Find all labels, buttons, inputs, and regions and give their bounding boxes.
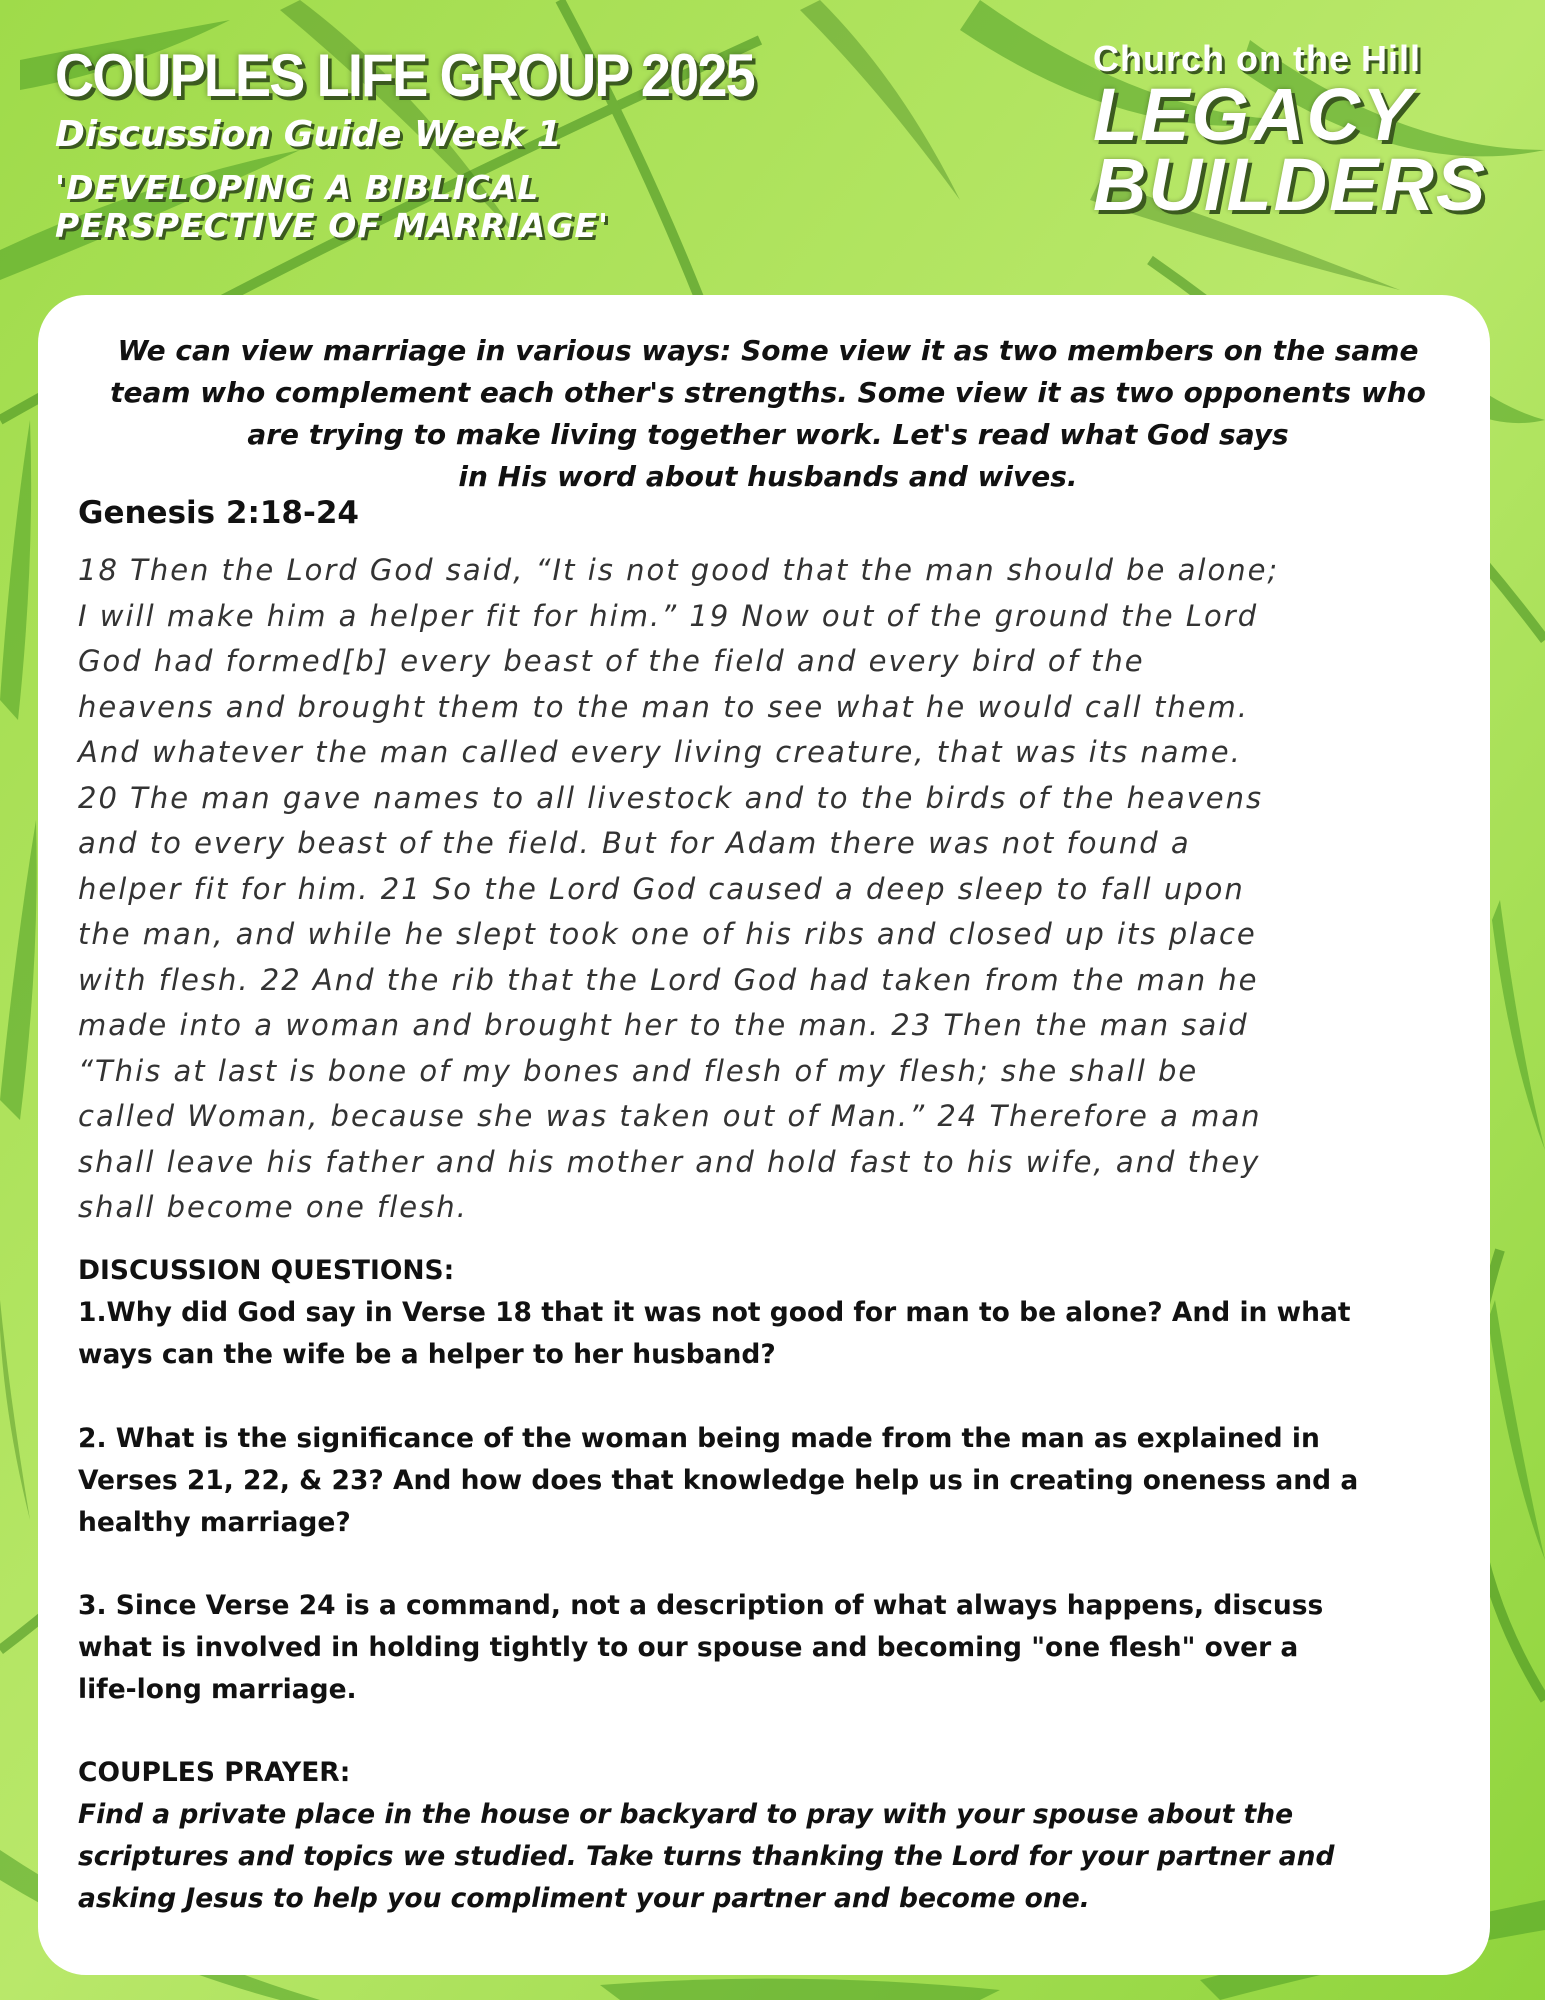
question-1-line: ways can the wife be a helper to her husband? — [78, 1339, 776, 1370]
scripture-line: helper fit for him. 21 So the Lord God caused a deep sleep to fall upon — [78, 871, 1245, 906]
scripture-line: made into a woman and brought her to the man. 23 Then the man said — [78, 1008, 1249, 1042]
prayer-line: Find a private place in the house or backyard to pray with your spouse about the — [78, 1799, 1294, 1830]
scripture-line: And whatever the man called every living creature, that was its name. — [78, 735, 1242, 769]
discussion-guide-subtitle: Discussion Guide Week 1 — [55, 114, 562, 155]
content-card — [38, 295, 1490, 1975]
week-theme-line: PERSPECTIVE OF MARRIAGE' — [55, 206, 610, 245]
series-name-line: LEGACY — [1093, 73, 1414, 156]
church-name: Church on the Hill — [1093, 38, 1421, 79]
series-logo — [1093, 38, 1513, 226]
scripture-line: 20 The man gave names to all livestock and to the birds of the heavens — [78, 780, 1264, 815]
question-2-line: 2. What is the significance of the woman being made from the man as explained in — [78, 1423, 1320, 1454]
week-theme-line: 'DEVELOPING A BIBLICAL — [55, 168, 540, 207]
scripture-line: shall leave his father and his mother and hold fast to his wife, and they — [78, 1144, 1261, 1179]
intro-line: We can view marriage in various ways: Some view it as two members on the same — [117, 334, 1419, 367]
intro-paragraph — [98, 330, 1438, 498]
prayer-line: asking Jesus to help you compliment your partner and become one. — [78, 1883, 1090, 1914]
scripture-passage — [78, 548, 1279, 1231]
main-title: COUPLES LIFE GROUP 2025 — [55, 42, 754, 109]
question-3-line: life-long marriage. — [78, 1674, 357, 1705]
question-1-line: 1.Why did God say in Verse 18 that it was not good for man to be alone? And in what — [78, 1297, 1351, 1328]
scripture-line: “This at last is bone of my bones and flesh of my flesh; she shall be — [78, 1053, 1199, 1088]
couples-prayer — [78, 1752, 1458, 1920]
scripture-reference: Genesis 2:18-24 — [78, 495, 359, 531]
question-3-line: 3. Since Verse 24 is a command, not a description of what always happens, discuss — [78, 1590, 1324, 1621]
question-2-line: Verses 21, 22, & 23? And how does that knowledge help us in creating oneness and a — [78, 1465, 1359, 1496]
question-2 — [78, 1418, 1458, 1544]
discussion-questions — [78, 1250, 1458, 1376]
series-name-line: BUILDERS — [1093, 143, 1488, 226]
question-3 — [78, 1585, 1458, 1711]
scripture-line: God had formed[b] every beast of the field and every bird of the — [78, 644, 1145, 678]
scripture-line: shall become one flesh. — [78, 1190, 468, 1224]
intro-line: team who complement each other's strengths. Some view it as two opponents who — [110, 376, 1426, 409]
intro-line: are trying to make living together work. Let's read what God says — [247, 418, 1289, 451]
scripture-line: and to every beast of the field. But for Adam there was not found a — [78, 826, 1191, 860]
prayer-heading: COUPLES PRAYER: — [78, 1757, 351, 1788]
scripture-line: with flesh. 22 And the rib that the Lord God had taken from the man he — [78, 962, 1259, 997]
question-2-line: healthy marriage? — [78, 1507, 351, 1538]
scripture-line: the man, and while he slept took one of his ribs and closed up its place — [78, 917, 1257, 951]
discussion-heading: DISCUSSION QUESTIONS: — [78, 1255, 455, 1286]
prayer-line: scriptures and topics we studied. Take turns thanking the Lord for your partner and — [78, 1841, 1335, 1872]
intro-line: in His word about husbands and wives. — [458, 460, 1078, 493]
scripture-line: called Woman, because she was taken out of Man.” 24 Therefore a man — [78, 1099, 1262, 1133]
week-theme — [55, 169, 755, 245]
scripture-line: heavens and brought them to the man to see what he would call them. — [78, 689, 1250, 724]
question-3-line: what is involved in holding tightly to our spouse and becoming "one flesh" over a — [78, 1632, 1299, 1663]
header-title-block — [55, 40, 755, 245]
scripture-line: 18 Then the Lord God said, “It is not good that the man should be alone; — [78, 553, 1280, 587]
scripture-line: I will make him a helper fit for him.” 19 Now out of the ground the Lord — [78, 598, 1259, 633]
